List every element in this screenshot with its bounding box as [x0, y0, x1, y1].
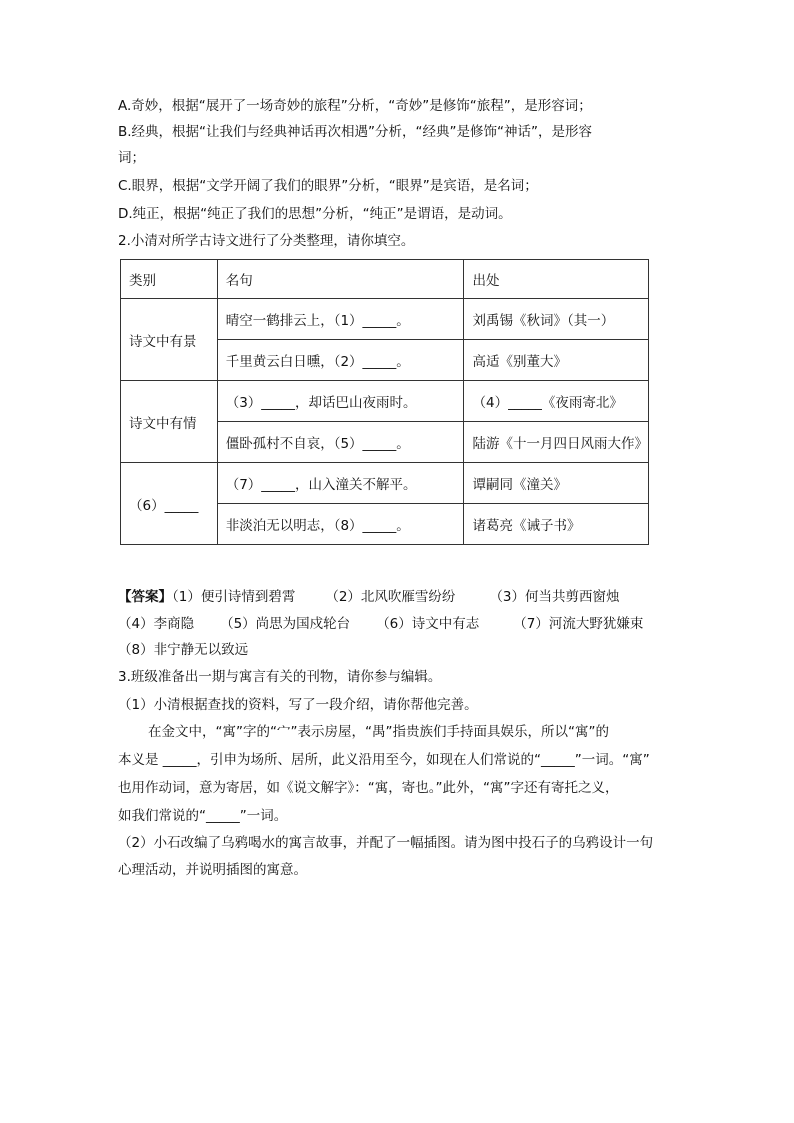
option-b-line1: B.经典，根据“让我们与经典神话再次相遇”分析，“经典”是修饰“神话”，是形容: [118, 124, 593, 140]
source-cell: 陆游《十一月四日风雨大作》: [464, 422, 649, 463]
category-cell: 诗文中有情: [121, 381, 218, 463]
header-category: 类别: [121, 260, 218, 299]
paragraph-line-4: 如我们常说的“_____”一词。: [118, 808, 288, 824]
source-cell: 高适《别董大》: [464, 340, 649, 381]
line-cell: （3）_____，却话巴山夜雨时。: [217, 381, 464, 422]
question-3-sub2-line1: （2）小石改编了乌鸦喝水的寓言故事，并配了一幅插图。请为图中投石子的乌鸦设计一句: [118, 835, 654, 851]
answer-item: （2）北风吹雁雪纷纷: [325, 589, 456, 605]
question-2-prompt: 2.小清对所学古诗文进行了分类整理，请你填空。: [118, 233, 415, 249]
header-line: 名句: [217, 260, 464, 299]
option-b-line2: 词；: [118, 150, 145, 166]
answers-line-3: （8）非宁静无以致远: [118, 642, 249, 658]
question-3-sub2-line2: 心理活动，并说明插图的寓意。: [118, 862, 307, 878]
line-cell: 晴空一鹤排云上，（1）_____。: [217, 299, 464, 340]
poetry-table: [120, 259, 649, 545]
line-cell: 千里黄云白日曛，（2）_____。: [217, 340, 464, 381]
option-a: A.奇妙，根据“展开了一场奇妙的旅程”分析，“奇妙”是修饰“旅程”，是形容词；: [118, 98, 592, 114]
answer-item: （6）诗文中有志: [376, 616, 480, 632]
question-3-prompt: 3.班级准备出一期与寓言有关的刊物，请你参与编辑。: [118, 669, 442, 685]
answers-line-2: [118, 614, 643, 634]
answer-label: 【答案】: [118, 589, 172, 605]
option-d: D.纯正，根据“纯正了我们的思想”分析，“纯正”是谓语，是动词。: [118, 206, 512, 222]
header-source: 出处: [464, 260, 649, 299]
source-cell: （4）_____《夜雨寄北》: [464, 381, 649, 422]
line-cell: 僵卧孤村不自哀，（5）_____。: [217, 422, 464, 463]
source-cell: 刘禹锡《秋词》（其一）: [464, 299, 649, 340]
source-cell: 诸葛亮《诫子书》: [464, 504, 649, 545]
paragraph-line-2: 本义是 _____，引申为场所、居所，此义沿用至今，如现在人们常说的“_____”一词。“寓”: [118, 752, 650, 768]
line-cell: （7）_____，山入潼关不解平。: [217, 463, 464, 504]
paragraph-line-3: 也用作动词，意为寄居，如《说文解字》：“寓，寄也。”此外，“寓”字还有寄托之义，: [118, 780, 619, 796]
table-row: [121, 381, 649, 422]
paragraph-line-1: 在金文中，“寓”字的“宀”表示房屋，“禺”指贵族们手持面具娱乐，所以“寓”的: [148, 724, 609, 740]
answers-line-1: [118, 587, 620, 607]
answer-item: （5）尚思为国戍轮台: [220, 616, 351, 632]
category-cell: 诗文中有景: [121, 299, 218, 381]
line-cell: 非淡泊无以明志，（8）_____。: [217, 504, 464, 545]
answer-item: （3）何当共剪西窗烛: [489, 589, 620, 605]
table-row: [121, 299, 649, 340]
answer-item: （4）李商隐: [118, 616, 195, 632]
question-3-sub1: （1）小清根据查找的资料，写了一段介绍，请你帮他完善。: [118, 697, 478, 713]
source-cell: 谭嗣同《潼关》: [464, 463, 649, 504]
answer-item: （7）河流大野犹嫌束: [513, 616, 644, 632]
option-c: C.眼界，根据“文学开阔了我们的眼界”分析，“眼界”是宾语，是名词；: [118, 178, 538, 194]
table-header-row: [121, 260, 649, 299]
category-cell: （6）_____: [121, 463, 218, 545]
answer-item: （1）便引诗情到碧霄: [172, 589, 296, 605]
table-row: [121, 463, 649, 504]
